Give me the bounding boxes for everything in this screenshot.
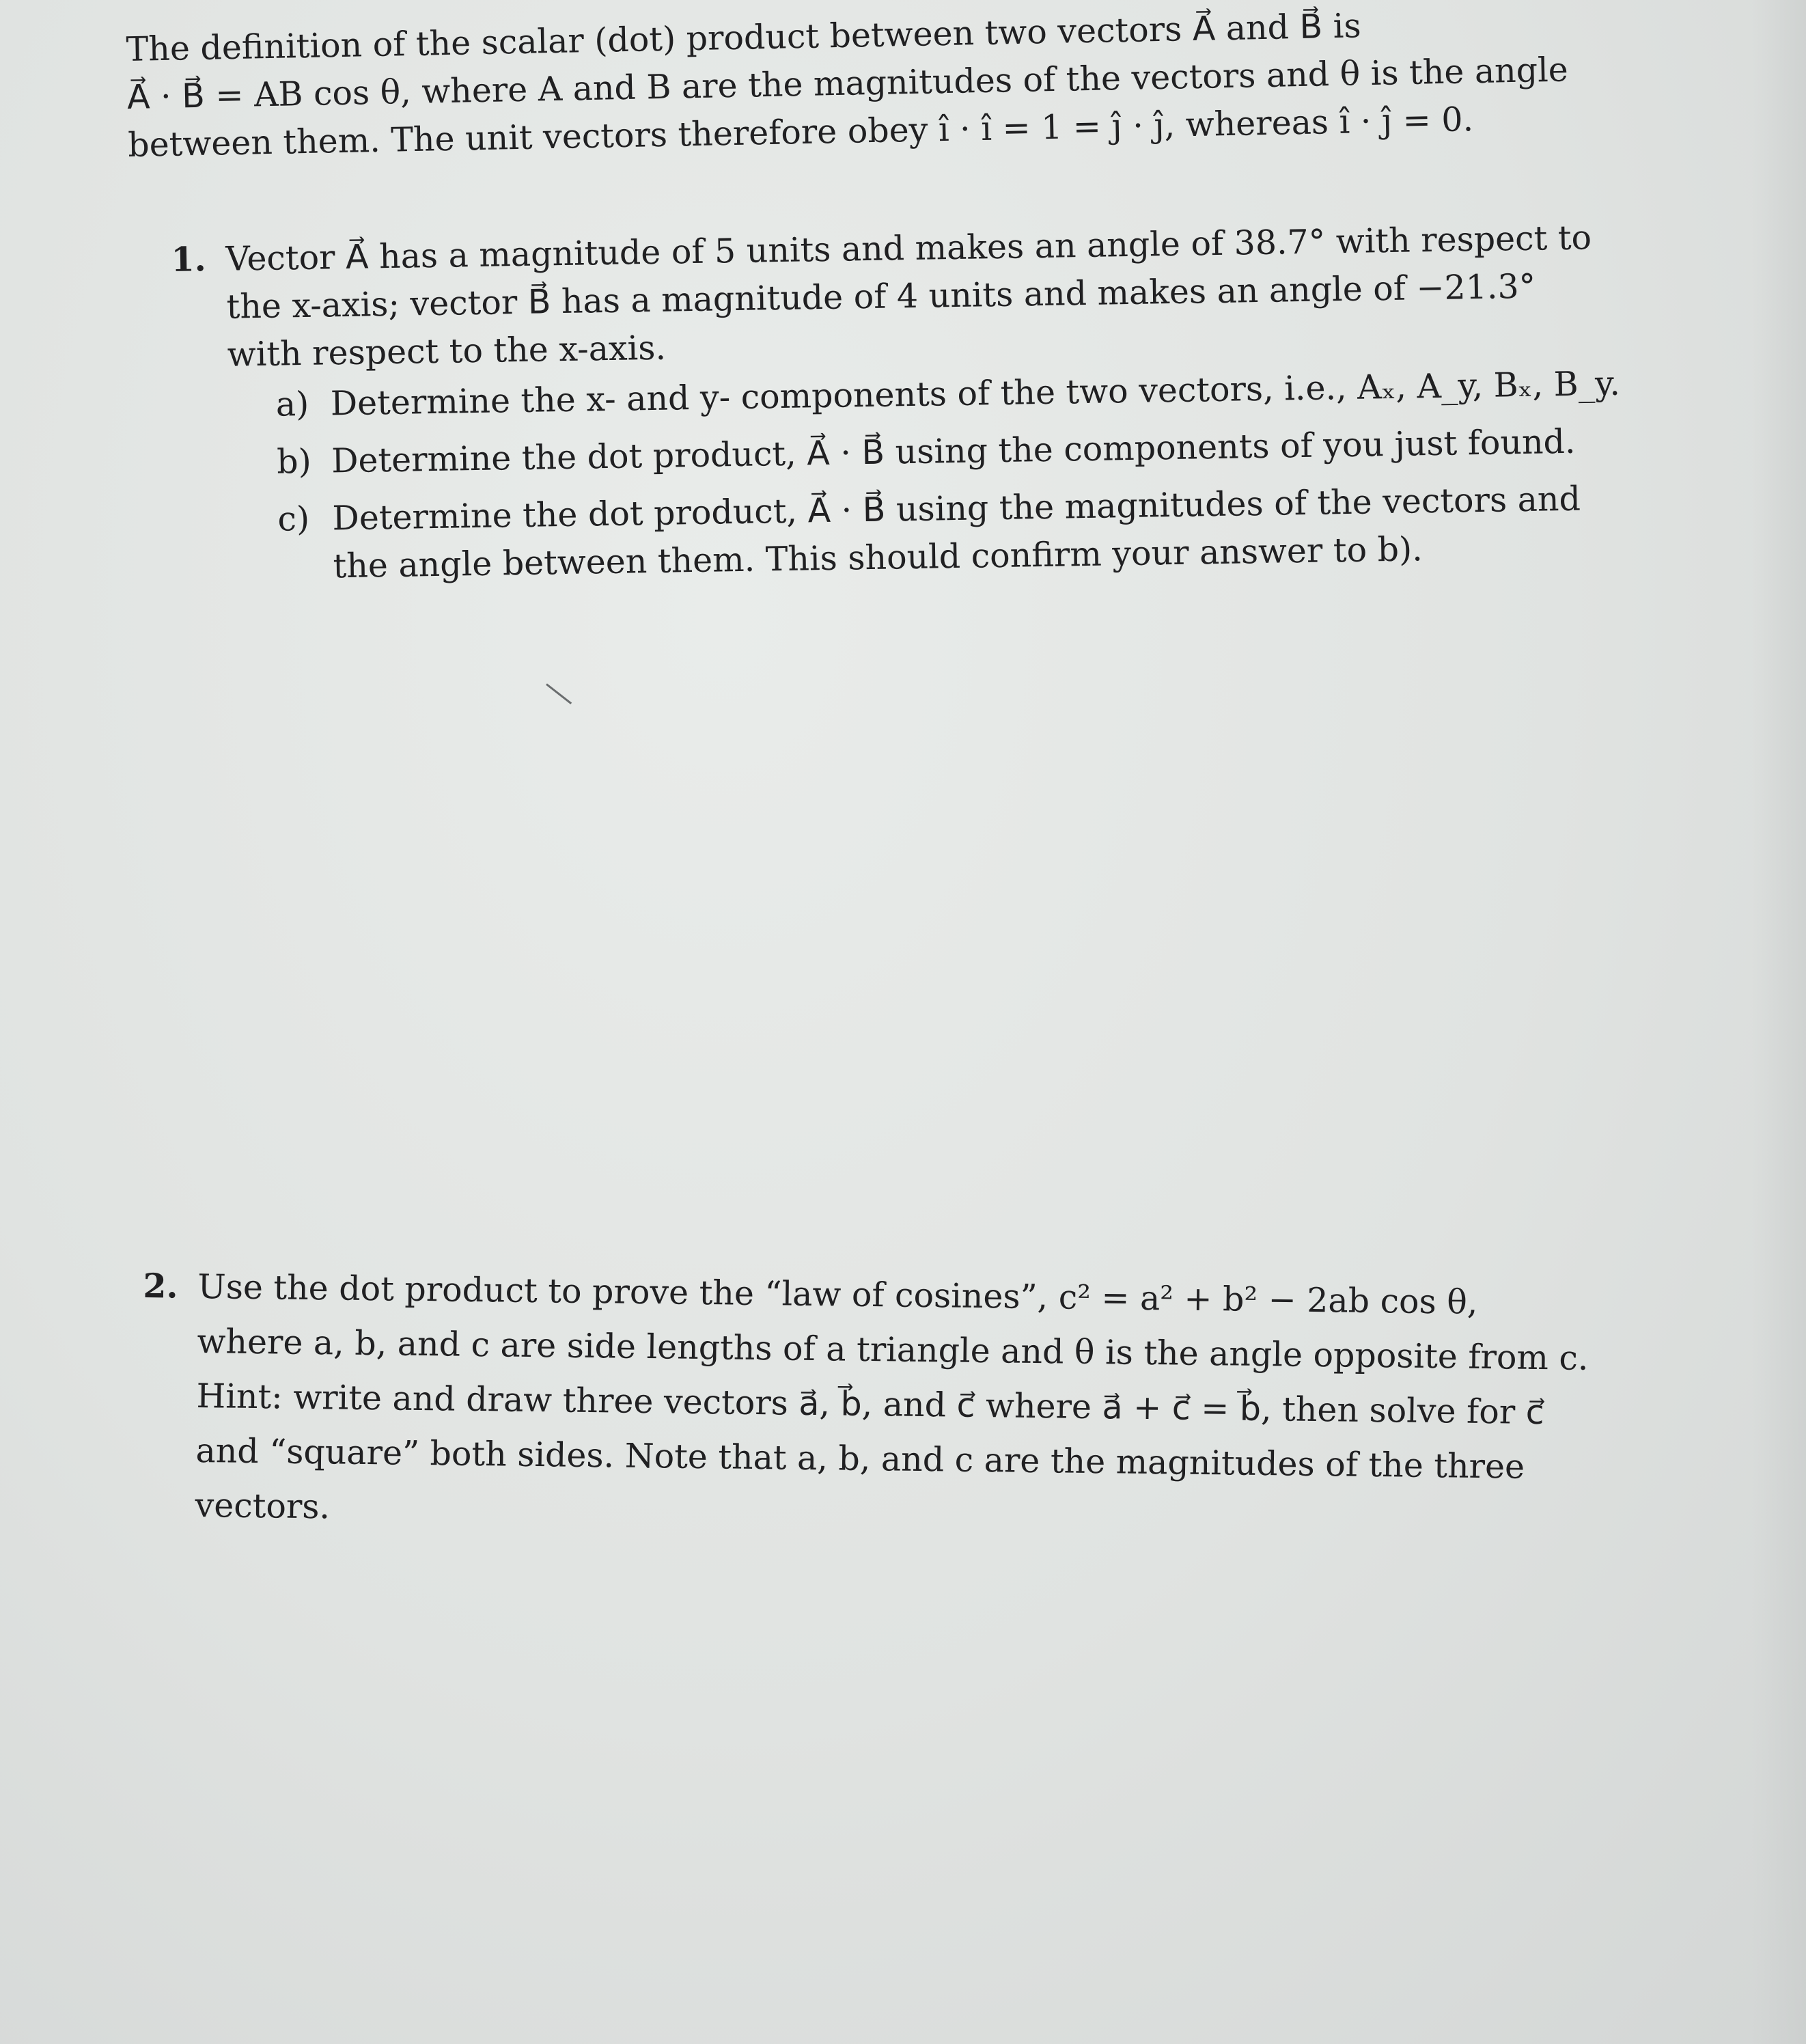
problem-1 (171, 213, 1623, 593)
problem-2-text-5: vectors. (195, 1485, 331, 1527)
part-a-text: Determine the x- and y- components of the two vectors, i.e., Aₓ, A_y, Bₓ, B_y. (330, 363, 1621, 424)
part-b-text: Determine the dot product, A⃗ · B⃗ using the components of you just found. (331, 422, 1576, 481)
problem-2 (140, 1258, 1589, 1550)
part-b-label: b) (276, 441, 312, 482)
part-a-label: a) (275, 384, 309, 424)
part-c-text-2: the angle between them. This should confirm your answer to b). (333, 529, 1423, 586)
paper-edge-shadow (1751, 0, 1806, 2044)
part-c-text-1: Determine the dot product, A⃗ · B⃗ using the magnitudes of the vectors and (332, 479, 1581, 538)
problem-2-number: 2. (143, 1265, 179, 1306)
intro-line-3: between them. The unit vectors therefore obey î · î = 1 = ĵ · ĵ, whereas î · ĵ = 0. (127, 100, 1474, 165)
part-c-label: c) (277, 499, 310, 539)
problem-1-text-2: the x-axis; vector B⃗ has a magnitude of 4 units and makes an angle of −21.3° (226, 266, 1536, 327)
intro-line-2: A⃗ · B⃗ = AB cos θ, where A and B are the magnitudes of the vectors and θ is the angle (126, 50, 1569, 117)
problem-2-text-3: Hint: write and draw three vectors a⃗, b⃗, and c⃗ where a⃗ + c⃗ = b⃗, then solve for c⃗ (196, 1376, 1545, 1433)
intro-line-1: The definition of the scalar (dot) product between two vectors A⃗ and B⃗ is (126, 6, 1362, 69)
intro-paragraph (126, 0, 1570, 169)
problem-2-text-4: and “square” both sides. Note that a, b, and c are the magnitudes of the three (195, 1431, 1525, 1487)
problem-1-number: 1. (171, 239, 207, 279)
problem-2-text-1: Use the dot product to prove the “law of cosines”, c² = a² + b² − 2ab cos θ, (197, 1267, 1478, 1322)
problem-1-text-3: with respect to the x-axis. (227, 328, 667, 374)
problem-1-text-1: Vector A⃗ has a magnitude of 5 units and makes an angle of 38.7° with respect to (225, 218, 1592, 279)
problem-1-part-b (174, 417, 1622, 488)
problem-2-text-2: where a, b, and c are side lengths of a triangle and θ is the angle opposite from c. (197, 1321, 1589, 1378)
